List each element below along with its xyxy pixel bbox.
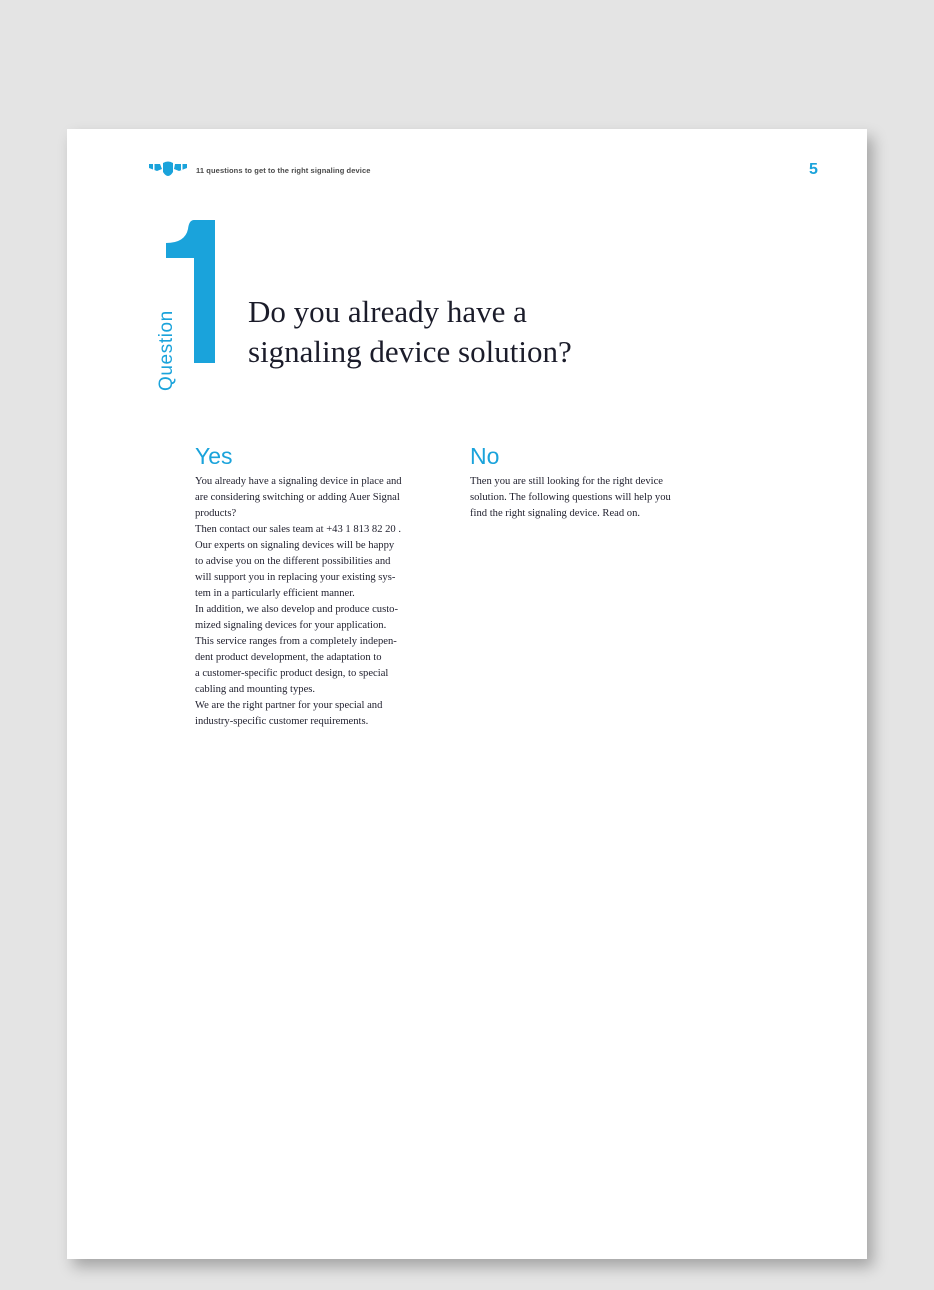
page-title	[248, 292, 572, 372]
text-line: This service ranges from a completely indepen-	[195, 636, 397, 647]
question-number-block	[155, 219, 217, 391]
text-line: You already have a signaling device in place and	[195, 476, 402, 487]
text-line: find the right signaling device. Read on.	[470, 508, 641, 519]
page-header	[148, 160, 371, 180]
text-line: In addition, we also develop and produce custo-	[195, 604, 398, 615]
text-line: a customer-specific product design, to special	[195, 668, 389, 679]
phone-contact-line: Then contact our sales team at +43 1 813 82 20 .	[195, 524, 402, 535]
text-line: are considering switching or adding Auer Signal	[195, 492, 400, 503]
answer-no-section	[470, 442, 720, 522]
text-line: to advise you on the different possibilities and	[195, 556, 391, 567]
answer-yes-section	[195, 442, 445, 730]
answer-yes-body	[195, 474, 445, 730]
document-page	[67, 129, 867, 1259]
running-title: 11 questions to get to the right signaling device	[196, 165, 371, 175]
auer-signal-logo-icon	[148, 160, 188, 180]
title-line-2: signaling device solution?	[248, 334, 572, 369]
text-line: tem in a particularly efficient manner.	[195, 588, 355, 599]
answer-yes-heading: Yes	[195, 443, 233, 469]
answer-no-body	[470, 474, 720, 522]
page-number: 5	[809, 161, 818, 178]
answer-no-heading: No	[470, 443, 500, 469]
title-line-1: Do you already have a	[248, 294, 527, 329]
text-line: cabling and mounting types.	[195, 684, 316, 695]
text-line: Our experts on signaling devices will be happy	[195, 540, 395, 551]
text-line: dent product development, the adaptation to	[195, 652, 382, 663]
text-line: solution. The following questions will help you	[470, 492, 671, 503]
text-line: products?	[195, 508, 237, 519]
text-line: industry-specific customer requirements.	[195, 716, 369, 727]
text-line: We are the right partner for your special and	[195, 700, 383, 711]
text-line: will support you in replacing your existing sys-	[195, 572, 396, 583]
question-label: Question	[156, 310, 177, 391]
text-line: Then you are still looking for the right device	[470, 476, 663, 487]
text-line: mized signaling devices for your application.	[195, 620, 387, 631]
